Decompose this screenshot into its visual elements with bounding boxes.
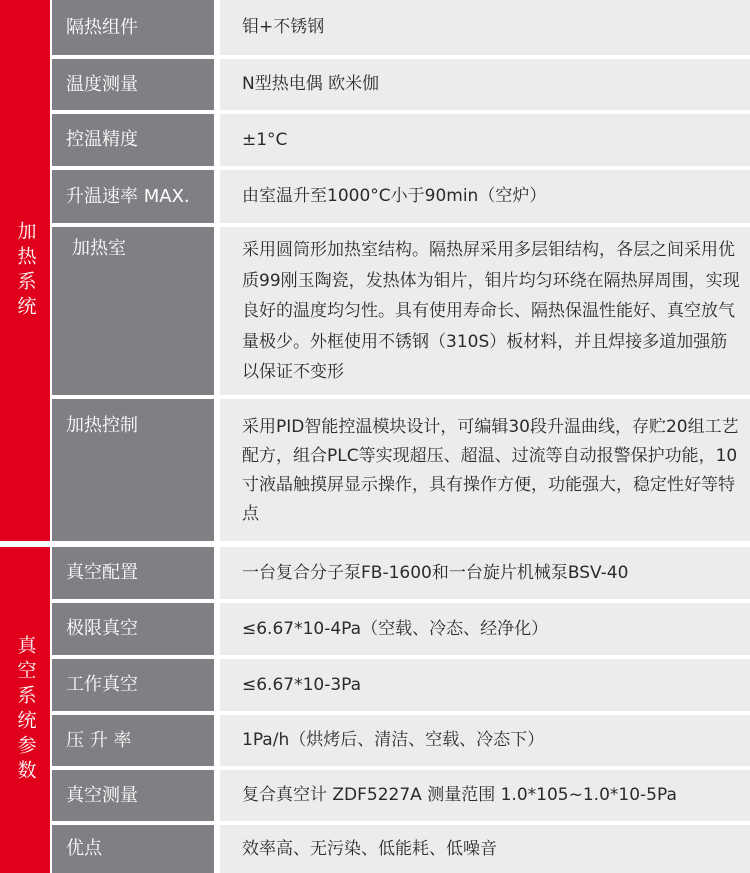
row-value-temp-measure xyxy=(220,59,750,110)
row-label-insulation xyxy=(52,0,214,55)
value-text: 由室温升至1000°C小于90min（空炉） xyxy=(242,186,547,206)
value-text: ±1°C xyxy=(242,129,288,150)
label-text: 加热控制 xyxy=(66,415,138,436)
row-value-heat-rate xyxy=(220,170,750,223)
label-text: 工作真空 xyxy=(66,674,138,695)
row-value-insulation xyxy=(220,0,750,55)
row-label-temp-measure xyxy=(52,59,214,110)
section-vacuum-label: 真空系统参数 xyxy=(14,635,37,785)
row-label-working-vacuum xyxy=(52,659,214,711)
label-text: 真空配置 xyxy=(66,562,138,583)
row-value-vacuum-config xyxy=(220,547,750,599)
label-text: 升温速率 MAX. xyxy=(66,185,190,207)
row-label-vacuum-measure xyxy=(52,770,214,821)
label-text: 温度测量 xyxy=(66,73,138,95)
row-value-working-vacuum xyxy=(220,659,750,711)
value-text: ≤6.67*10-4Pa（空载、冷态、经净化） xyxy=(242,618,549,639)
label-text: 极限真空 xyxy=(66,618,138,639)
row-label-vacuum-config xyxy=(52,547,214,599)
value-text: 复合真空计 ZDF5227A 测量范围 1.0*105~1.0*10-5Pa xyxy=(242,785,677,805)
section-heating-system xyxy=(0,0,50,541)
value-text: 采用PID智能控温模块设计，可编辑30段升温曲线，存贮20组工艺配方，组合PLC等实现超压、超温、过流等自动报警保护功能，10寸液晶触摸屏显示操作，具有操作方便，功能强大，稳定性好等特点 xyxy=(242,417,739,524)
label-text: 加热室 xyxy=(72,238,126,259)
row-value-heating-control xyxy=(220,399,750,541)
section-heating-label: 加热系统 xyxy=(14,220,37,321)
row-value-advantages xyxy=(220,825,750,873)
value-text: 效率高、无污染、低能耗、低噪音 xyxy=(242,838,497,859)
row-label-heat-rate xyxy=(52,170,214,223)
row-value-pressure-rise xyxy=(220,715,750,766)
row-label-temp-accuracy xyxy=(52,114,214,166)
value-text: 1Pa/h（烘烤后、清洁、空载、冷态下） xyxy=(242,730,545,750)
label-text: 真空测量 xyxy=(66,784,138,806)
label-text: 隔热组件 xyxy=(66,16,138,38)
value-text: N型热电偶 欧米伽 xyxy=(242,74,380,94)
value-text: 钼+不锈钢 xyxy=(242,17,325,37)
label-text: 优点 xyxy=(66,838,102,859)
row-label-pressure-rise xyxy=(52,715,214,766)
label-text: 压 升 率 xyxy=(66,729,132,751)
row-value-vacuum-measure xyxy=(220,770,750,821)
row-label-advantages xyxy=(52,825,214,873)
row-label-heating-control xyxy=(52,399,214,541)
row-value-ultimate-vacuum xyxy=(220,603,750,655)
row-label-heating-chamber xyxy=(52,227,214,395)
label-text: 控温精度 xyxy=(66,129,138,150)
value-text: 采用圆筒形加热室结构。隔热屏采用多层钼结构，各层之间采用优质99刚玉陶瓷，发热体为钼片，钼片均匀环绕在隔热屏周围，实现良好的温度均匀性。具有使用寿命长、隔热保温性能好、真空放气量极少。外框使用不锈钢（310S）板材料，并且焊接多道加强筋以保证不变形 xyxy=(242,240,740,382)
row-value-temp-accuracy xyxy=(220,114,750,166)
section-vacuum-system xyxy=(0,547,50,873)
value-text: 一台复合分子泵FB-1600和一台旋片机械泵BSV-40 xyxy=(242,562,629,583)
value-text: ≤6.67*10-3Pa xyxy=(242,674,362,695)
row-value-heating-chamber xyxy=(220,227,750,395)
row-label-ultimate-vacuum xyxy=(52,603,214,655)
